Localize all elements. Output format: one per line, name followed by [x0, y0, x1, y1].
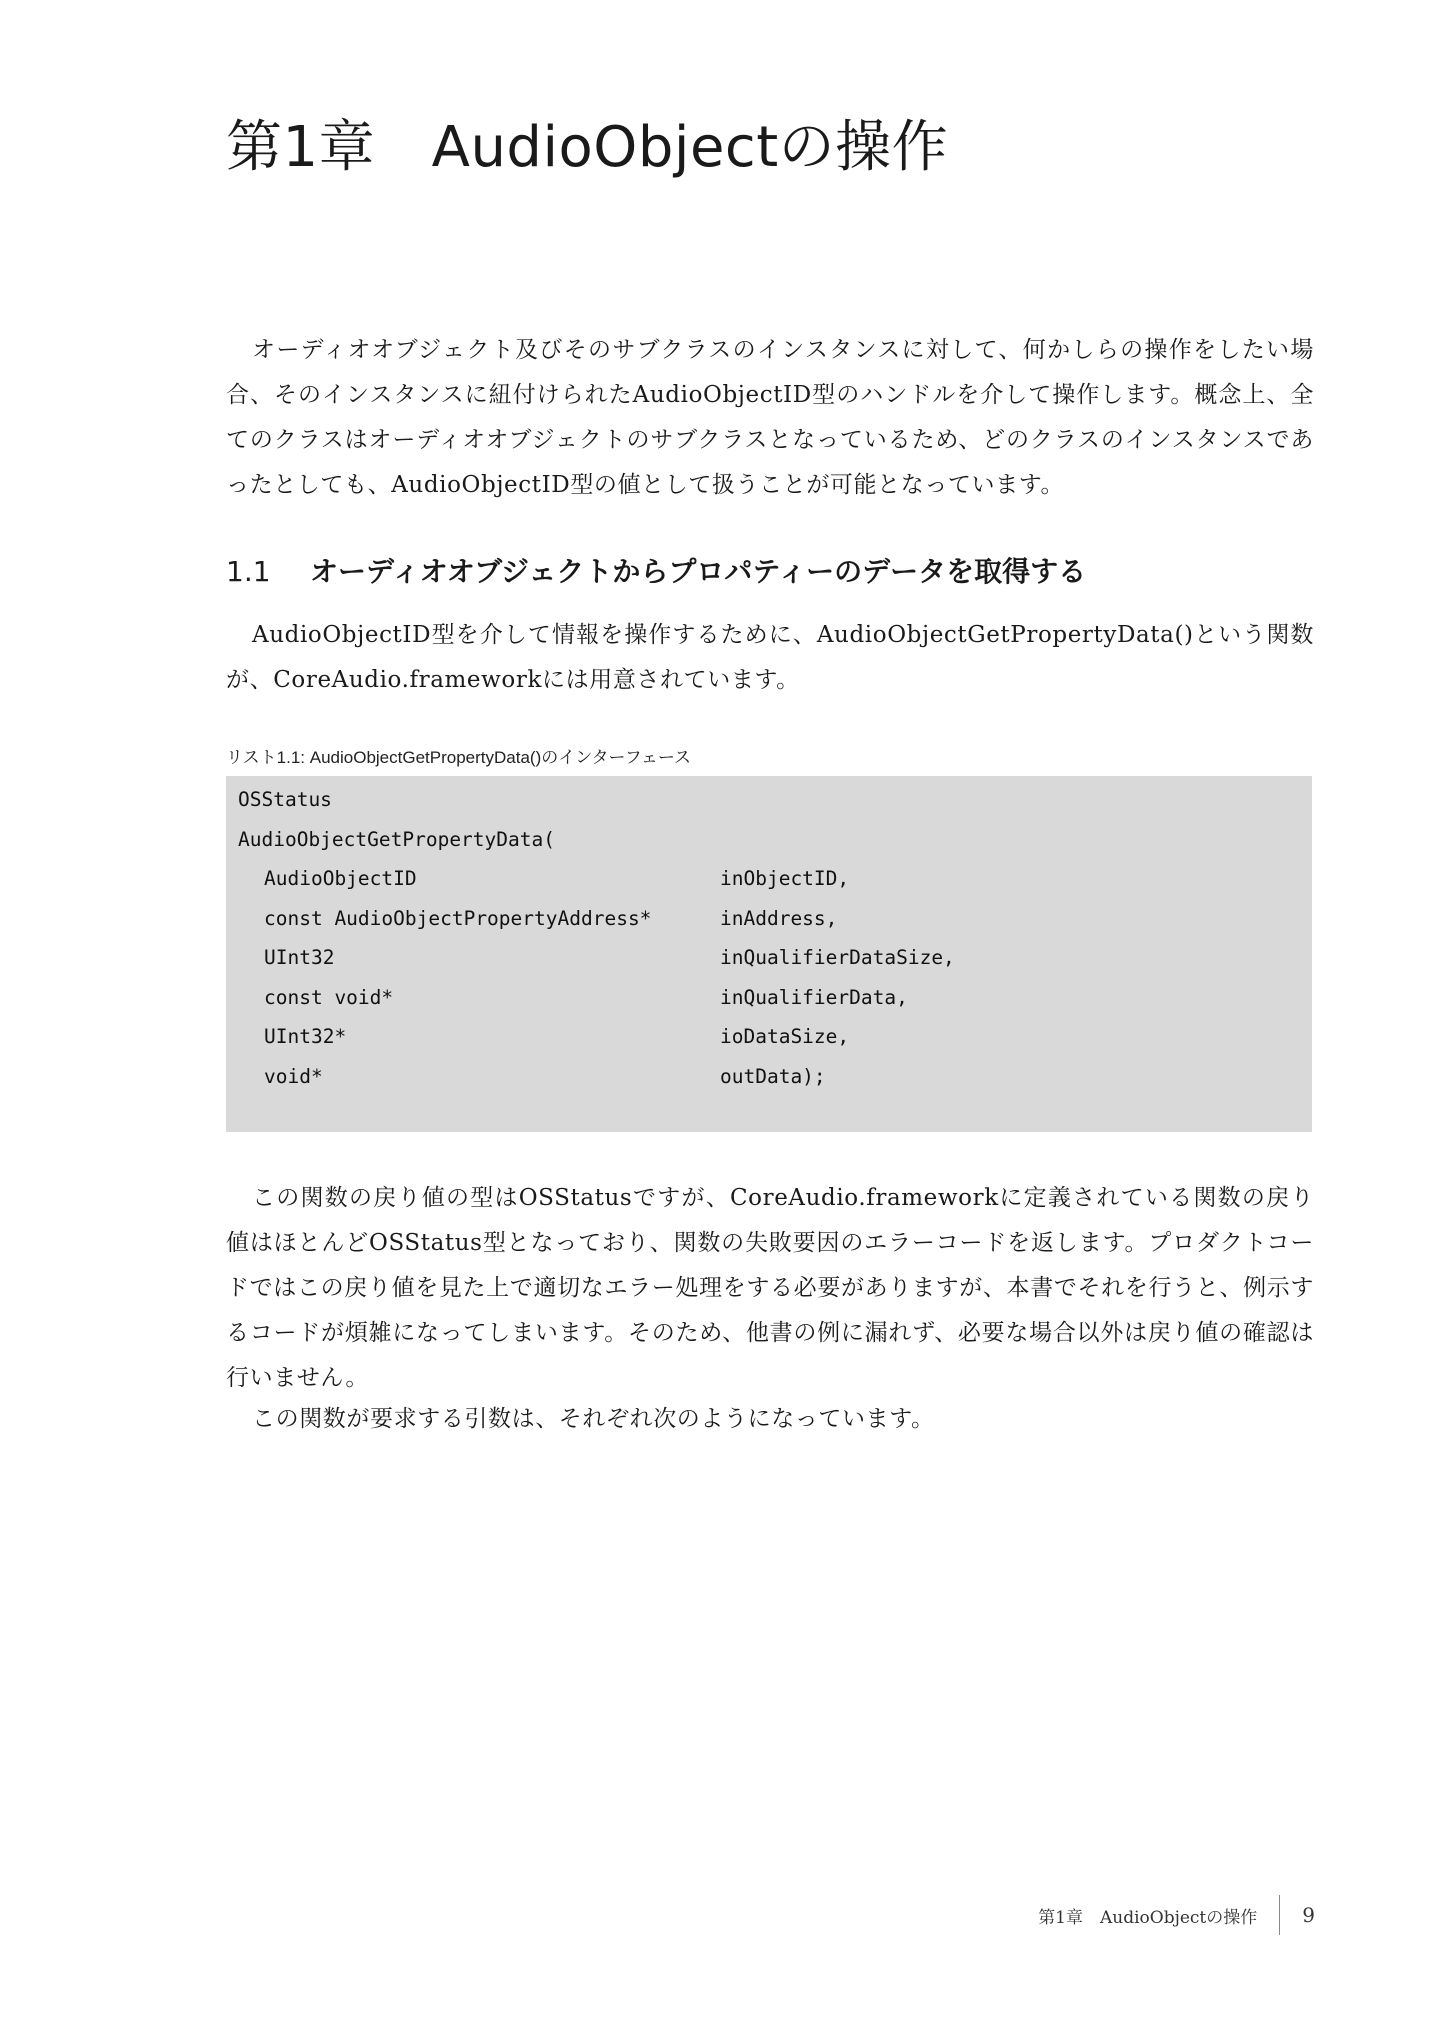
code-line-param [238, 1057, 1300, 1097]
code-line-return-type: OSStatus [238, 788, 332, 811]
intro-paragraph: オーディオオブジェクト及びそのサブクラスのインスタンスに対して、何かしらの操作をしたい場合、そのインスタンスに紐付けられたAudioObjectID型のハンドルを介して操作します。概念上、全てのクラスはオーディオオブジェクトのサブクラスとなっているため、どのクラスのインスタンスであったとしても、AudioObjectID型の値として扱うことが可能となっています。 [226, 337, 1314, 498]
code-line-function-open: AudioObjectGetPropertyData( [238, 827, 555, 851]
after-listing-paragraph-1: この関数の戻り値の型はOSStatusですが、CoreAudio.frameworkに定義されている関数の戻り値はほとんどOSStatus型となっており、関数の失敗要因のエラーコードを返します。プロダクトコードではこの戻り値を見た上で適切なエラー処理をする必要がありますが、本書でそれを行うと、例示するコードが煩雑になってしまいます。そのため、他書の例に漏れず、必要な場合以外は戻り値の確認は行いません。 [226, 1185, 1314, 1391]
after-listing-paragraph-2: この関数が要求する引数は、それぞれ次のようになっています。 [252, 1406, 935, 1432]
param-name: inObjectID, [720, 867, 850, 890]
section-heading [226, 550, 1086, 594]
param-type: AudioObjectID [264, 867, 417, 890]
page-number: 9 [1302, 1903, 1315, 1927]
code-listing [226, 776, 1312, 1132]
code-line-param [238, 938, 1300, 978]
footer-divider [1279, 1895, 1280, 1935]
param-name: inQualifierDataSize, [720, 946, 955, 969]
page-footer [1038, 1893, 1315, 1937]
param-name: outData); [720, 1064, 826, 1088]
param-name: ioDataSize, [720, 1025, 850, 1048]
code-line-param [238, 859, 1300, 899]
footer-chapter-label: 第1章 AudioObjectの操作 [1038, 1907, 1258, 1928]
section-title: オーディオオブジェクトからプロパティーのデータを取得する [310, 555, 1087, 588]
section-number: 1.1 [226, 555, 271, 588]
code-line-param [238, 899, 1300, 939]
param-name: inQualifierData, [720, 985, 908, 1009]
param-type: const AudioObjectPropertyAddress* [264, 906, 652, 930]
chapter-title: 第1章 AudioObjectの操作 [226, 115, 949, 180]
param-type: UInt32* [264, 1025, 347, 1048]
code-line-param [238, 978, 1300, 1018]
param-type: void* [264, 1064, 323, 1088]
listing-caption: リスト1.1: AudioObjectGetPropertyData()のインターフェース [226, 748, 692, 767]
code-line-param [238, 1017, 1300, 1057]
param-name: inAddress, [720, 906, 838, 930]
param-type: const void* [264, 985, 394, 1009]
section-paragraph: AudioObjectID型を介して情報を操作するために、AudioObjectGetPropertyData()という関数が、CoreAudio.frameworkには用意されています。 [226, 622, 1314, 693]
param-type: UInt32 [264, 946, 335, 969]
